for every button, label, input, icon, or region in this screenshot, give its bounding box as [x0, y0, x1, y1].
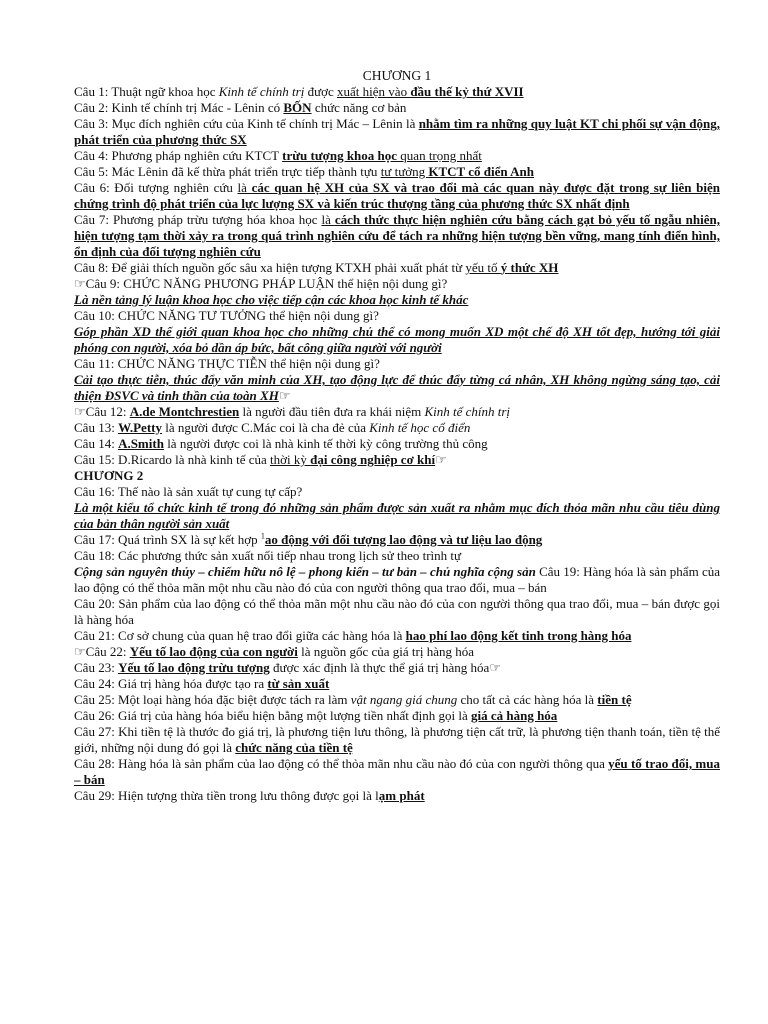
question-27: Câu 27: Khi tiền tệ là thước đo giá trị, là phương tiện lưu thông, là phương tiện cất trữ, là phương tiện thanh toán, tiền tệ thế giới, những nội dung đó gọi là chức năng của tiền tệ [74, 724, 720, 755]
document-body [74, 68, 720, 804]
question-26: Câu 26: Giá trị của hàng hóa biểu hiện bằng một lượng tiền nhất định gọi là giá cả hàng hóa [74, 708, 558, 723]
question-13: Câu 13: W.Petty là người được C.Mác coi là cha đẻ của Kinh tế học cổ điển [74, 420, 471, 435]
question-29: Câu 29: Hiện tượng thừa tiền trong lưu thông được gọi là lạm phát [74, 788, 425, 803]
question-14: Câu 14: A.Smith là người được coi là nhà kinh tế thời kỳ công trường thủ công [74, 436, 488, 451]
answer-18-question-19: Cộng sản nguyên thủy – chiếm hữu nô lệ – phong kiến – tư bản – chủ nghĩa cộng sản Câu 19: Hàng hóa là sản phẩm của lao động có thể thỏa mãn một nhu cầu nào đó của con người thông qua trao đổi, mua – bán [74, 564, 720, 595]
hand-pointer-icon: ☞ [489, 660, 501, 675]
question-7: Câu 7: Phương pháp trừu tượng hóa khoa học là cách thức thực hiện nghiên cứu bằng cách gạt bỏ yếu tố ngẫu nhiên, hiện tượng tạm thời xảy ra trong quá trình nghiên cứu để tách ra những hiện tượng bền vững, mang tính điển hình, ổn định của đối tượng nghiên cứu [74, 212, 720, 259]
question-22: ☞Câu 22: Yếu tố lao động của con người là nguồn gốc của giá trị hàng hóa [74, 644, 475, 659]
question-24: Câu 24: Giá trị hàng hóa được tạo ra từ sản xuất [74, 676, 330, 691]
question-11: Câu 11: CHỨC NĂNG THỰC TIỄN thể hiện nội dung gì? [74, 356, 380, 371]
answer-9: Là nền tảng lý luận khoa học cho việc tiếp cận các khoa học kinh tế khác [74, 292, 469, 307]
hand-pointer-icon: ☞ [74, 276, 86, 291]
question-4: Câu 4: Phương pháp nghiên cứu KTCT trừu tượng khoa học quan trọng nhất [74, 148, 482, 163]
hand-pointer-icon: ☞ [278, 388, 291, 403]
answer-11: Cải tạo thực tiễn, thúc đẩy văn minh của XH, tạo động lực để thúc đẩy từng cá nhân, XH không ngừng sáng tạo, cải thiện ĐSVC và tinh thần của toàn XH☞ [74, 372, 720, 403]
question-21: Câu 21: Cơ sở chung của quan hệ trao đổi giữa các hàng hóa là hao phí lao động kết tinh trong hàng hóa [74, 628, 632, 643]
question-6: Câu 6: Đối tượng nghiên cứu là các quan hệ XH của SX và trao đổi mà các quan này được đặt trong sự liên biện chứng trình độ phát triển của lực lượng SX và kiến trúc thượng tầng của phương thức SX nhất định [74, 180, 720, 211]
question-25: Câu 25: Một loại hàng hóa đặc biệt được tách ra làm vật ngang giá chung cho tất cả các hàng hóa là tiền tệ [74, 692, 632, 707]
question-10: Câu 10: CHỨC NĂNG TƯ TƯỞNG thể hiện nội dung gì? [74, 308, 379, 323]
question-18: Câu 18: Các phương thức sản xuất nối tiếp nhau trong lịch sử theo trình tự [74, 548, 462, 563]
question-12: ☞Câu 12: A.de Montchrestien là người đầu tiên đưa ra khái niệm Kinh tế chính trị [74, 404, 511, 419]
question-28: Câu 28: Hàng hóa là sản phẩm của lao động có thể thỏa mãn nhu cầu nào đó của con người thông qua yếu tố trao đổi, mua – bán [74, 756, 720, 787]
question-5: Câu 5: Mác Lênin đã kế thừa phát triển trực tiếp thành tựu tư tưởng KTCT cổ điển Anh [74, 164, 534, 179]
question-15: Câu 15: D.Ricardo là nhà kinh tế của thời kỳ đại công nghiệp cơ khí☞ [74, 452, 447, 467]
question-3: Câu 3: Mục đích nghiên cứu của Kinh tế chính trị Mác – Lênin là nhằm tìm ra những quy luật KT chi phối sự vận động, phát triển của phương thức SX [74, 116, 720, 147]
chapter-1-title: CHƯƠNG 1 [362, 68, 432, 83]
question-1: Câu 1: Thuật ngữ khoa học Kinh tế chính trị được xuất hiện vào đầu thế kỷ thứ XVII [74, 84, 524, 99]
answer-10: Góp phần XD thế giới quan khoa học cho những chủ thể có mong muốn XD một chế độ XH tốt đẹp, hướng tới giải phóng con người, xóa bỏ dần áp bức, bất công giữa người với người [74, 324, 720, 355]
chapter-2-title: CHƯƠNG 2 [74, 468, 144, 483]
question-17: Câu 17: Quá trình SX là sự kết hợp $^1$ao động với đối tượng lao động và tư liệu lao động [74, 532, 543, 547]
answer-16: Là một kiểu tổ chức kinh tế trong đó những sản phẩm được sản xuất ra nhằm mục đích thỏa mãn nhu cầu tiêu dùng của bản thân người sản xuất [74, 500, 720, 531]
question-9: ☞Câu 9: CHỨC NĂNG PHƯƠNG PHÁP LUẬN thể hiện nội dung gì? [74, 276, 448, 291]
hand-pointer-icon: ☞ [74, 404, 86, 419]
question-8: Câu 8: Để giải thích nguồn gốc sâu xa hiện tượng KTXH phải xuất phát từ yếu tố ý thức XH [74, 260, 559, 275]
question-20: Câu 20: Sản phẩm của lao động có thể thỏa mãn một nhu cầu nào đó của con người thông qua trao đổi, mua – bán được gọi là hàng hóa [74, 596, 720, 627]
hand-pointer-icon: ☞ [435, 452, 447, 467]
question-23: Câu 23: Yếu tố lao động trừu tượng được xác định là thực thể giá trị hàng hóa☞ [74, 660, 501, 675]
question-16: Câu 16: Thế nào là sản xuất tự cung tự cấp? [74, 484, 303, 499]
hand-pointer-icon: ☞ [74, 644, 86, 659]
question-2: Câu 2: Kinh tế chính trị Mác - Lênin có BỐN chức năng cơ bản [74, 100, 407, 115]
